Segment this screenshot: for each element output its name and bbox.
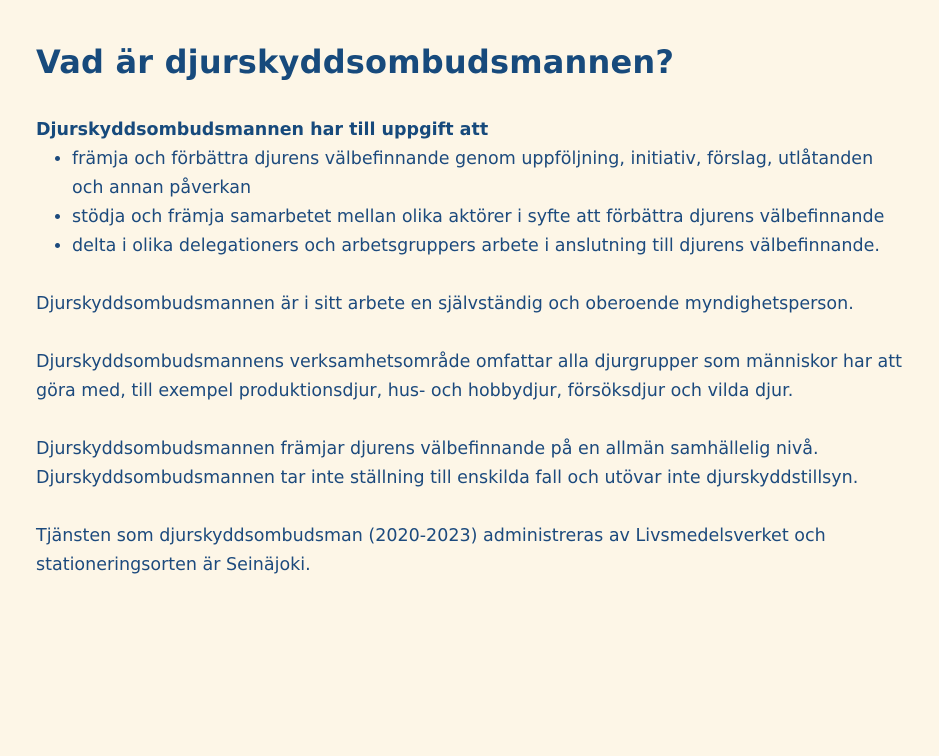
paragraph-administration: Tjänsten som djurskyddsombudsman (2020-2023) administreras av Livsmedelsverket och stationeringsorten är Seinäjoki. — [36, 526, 826, 575]
paragraph-level: Djurskyddsombudsmannen främjar djurens välbefinnande på en allmän samhällelig nivå. Djurskyddsombudsmannen tar inte ställning till enskilda fall och utövar inte djurskyddstillsyn. — [36, 439, 859, 488]
task-item-3: • delta i olika delegationers och arbetsgruppers arbete i anslutning till djurens välbefinnande. — [72, 232, 903, 261]
paragraph-independence: Djurskyddsombudsmannen är i sitt arbete en självständig och oberoende myndighetsperson. — [36, 294, 854, 314]
paragraph-scope: Djurskyddsombudsmannens verksamhetsområde omfattar alla djurgrupper som människor har att göra med, till exempel produktionsdjur, hus- och hobbydjur, försöksdjur och vilda djur. — [36, 352, 902, 401]
task-list — [36, 145, 903, 261]
intro-heading: Djurskyddsombudsmannen har till uppgift att — [36, 120, 489, 140]
task-item-1: • främja och förbättra djurens välbefinnande genom uppföljning, initiativ, förslag, utlåtanden och annan påverkan — [72, 145, 903, 203]
task-item-2: • stödja och främja samarbetet mellan olika aktörer i syfte att förbättra djurens välbefinnande — [72, 203, 903, 232]
page-title: Vad är djurskyddsombudsmannen? — [36, 43, 675, 81]
